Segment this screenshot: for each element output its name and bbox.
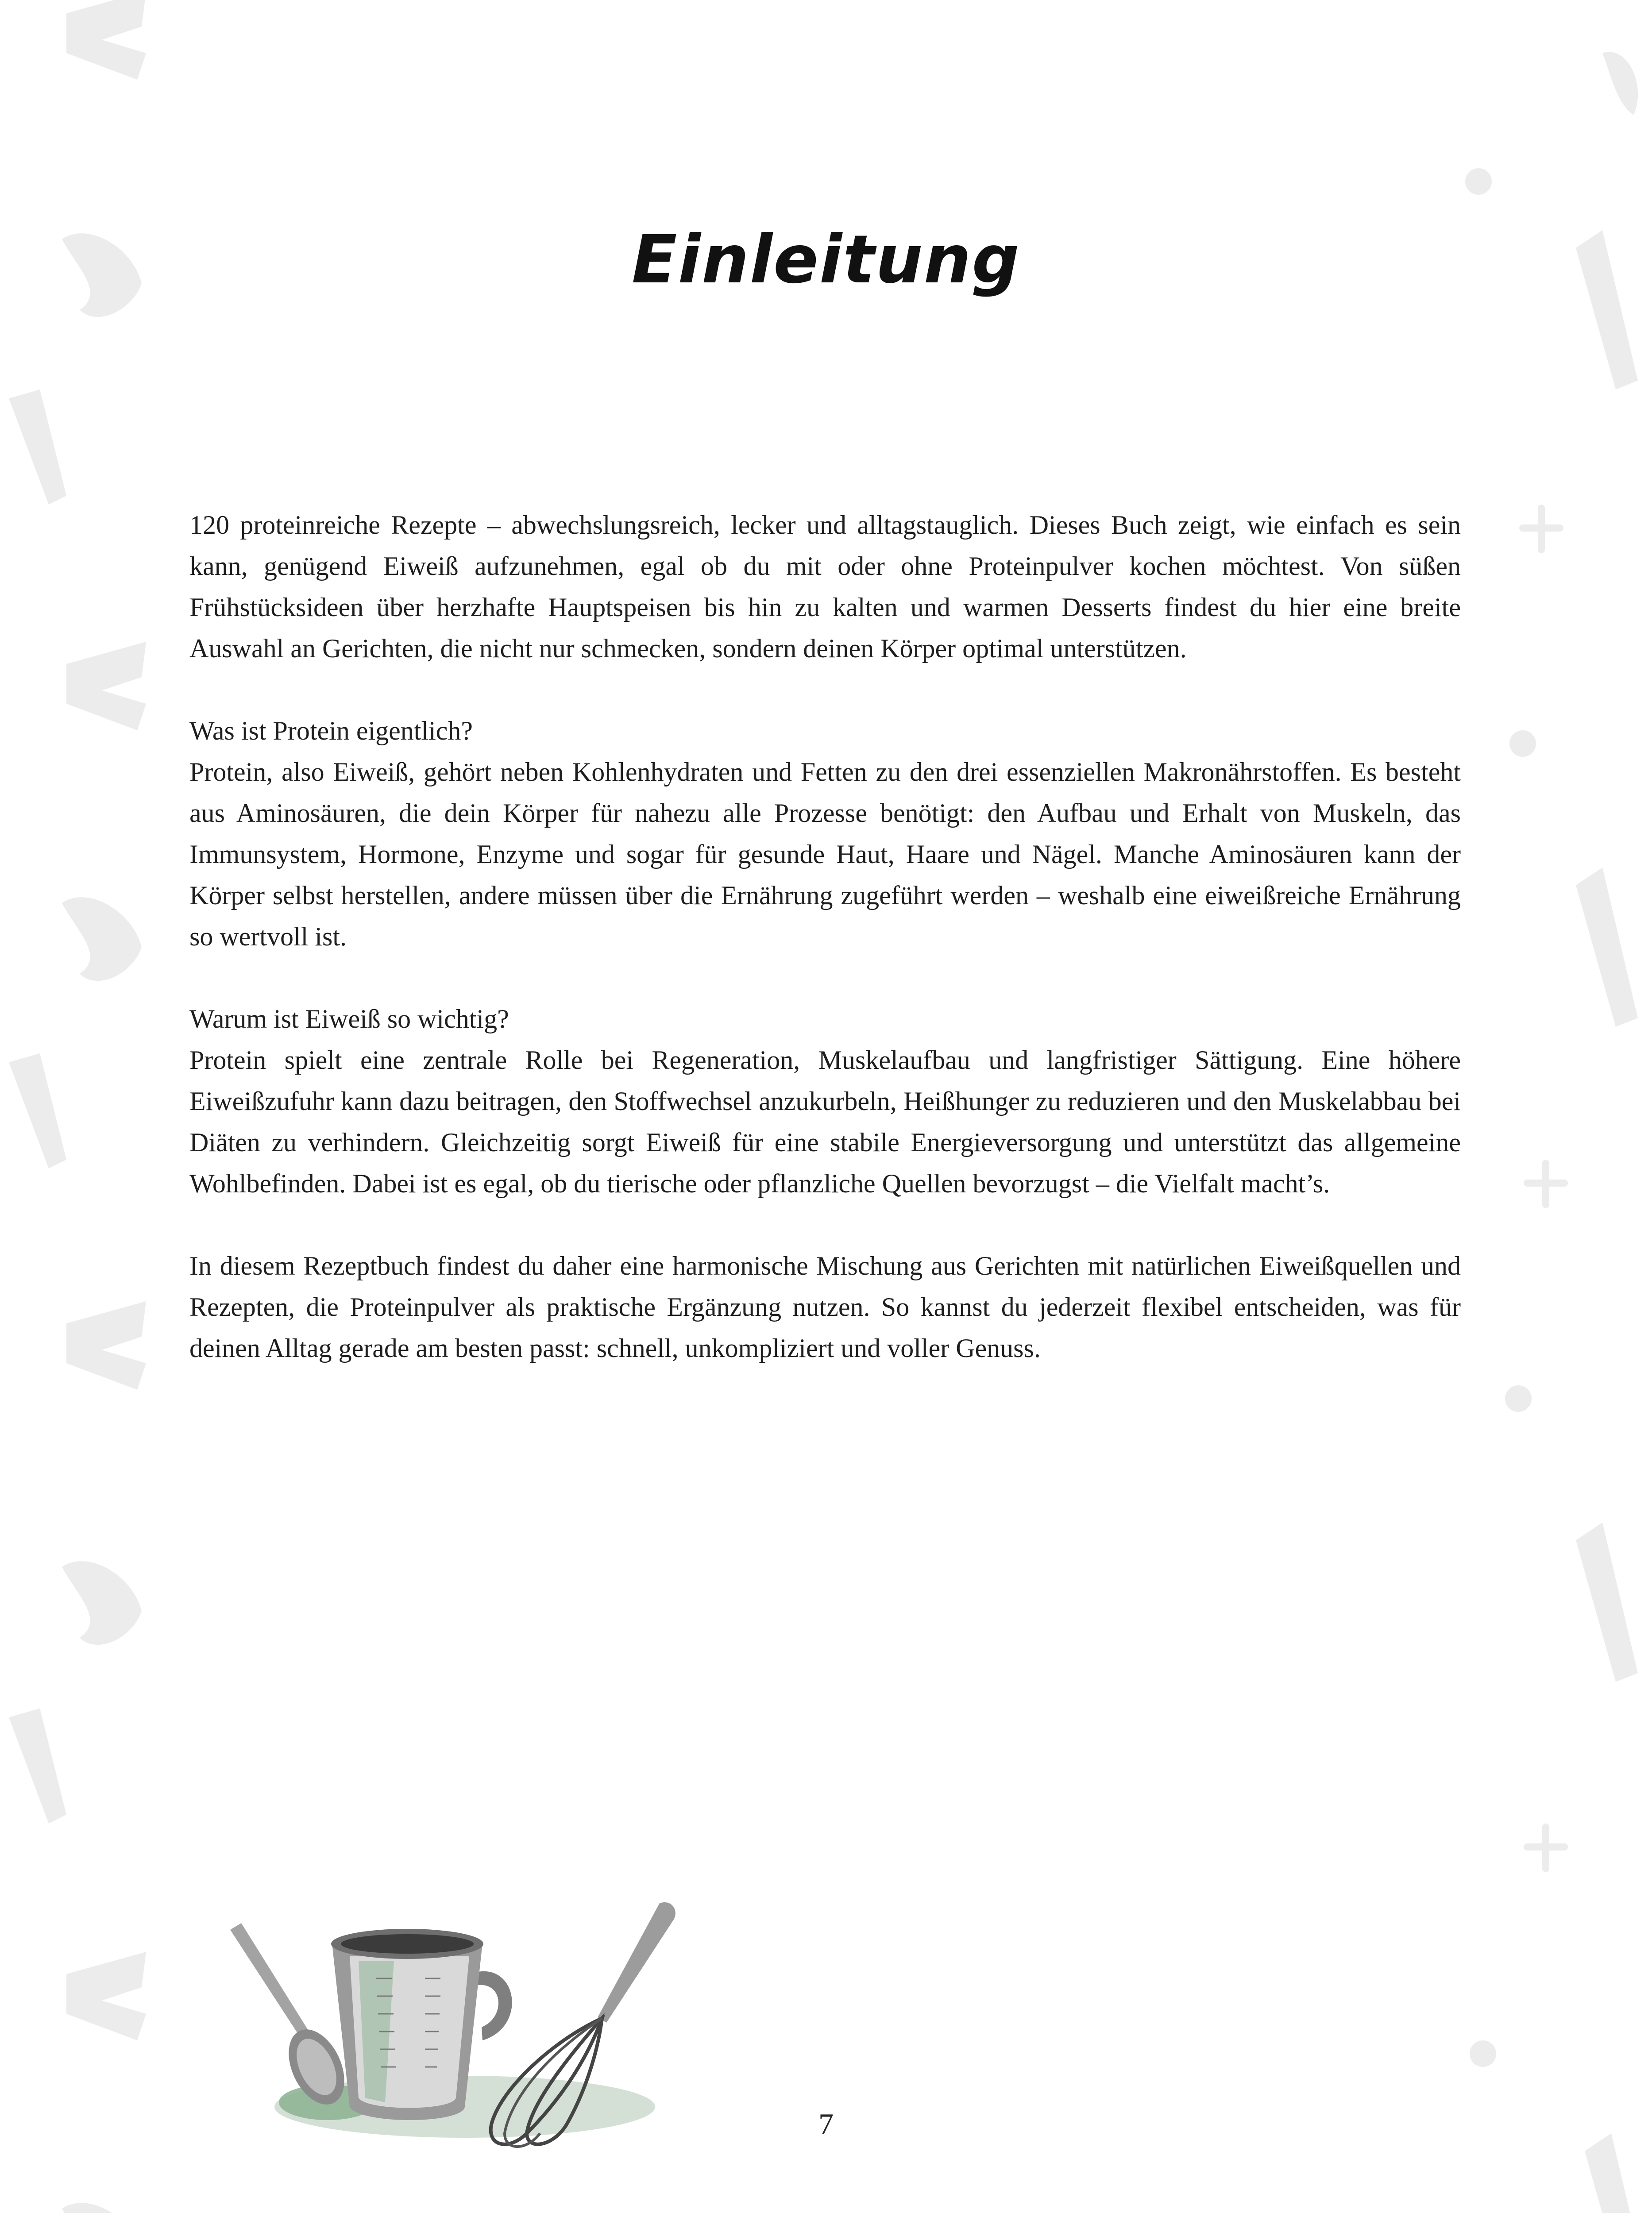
plus-doodle-icon: [1524, 1824, 1568, 1872]
knife-doodle-icon: [9, 389, 66, 505]
section-heading: Was ist Protein eigentlich?: [189, 716, 473, 745]
knife-doodle-icon: [9, 1708, 66, 1824]
section-heading: Warum ist Eiweiß so wichtig?: [189, 1004, 509, 1033]
chevron-doodle-icon: [66, 642, 146, 730]
dot-doodle-icon: [1509, 730, 1536, 757]
chevron-doodle-icon: [66, 0, 146, 80]
section-paragraph: Protein, also Eiweiß, gehört neben Kohlenhydraten und Fetten zu den drei essenziellen Makronährstoffen. Es besteht aus Aminosäuren, die dein Körper für nahezu alle Prozesse benötigt: den Aufbau und Erhalt von Muskeln, das Immunsystem, Hormone, Enzyme und sogar für gesunde Haut, Haare und Nägel. Manche Aminosäuren kann der Körper selbst herstellen, andere müssen über die Ernährung zugeführt werden – weshalb eine eiweißreiche Ernährung so wertvoll ist.: [189, 757, 1461, 951]
chevron-doodle-icon: [66, 1952, 146, 2040]
body-text: [189, 505, 1461, 1410]
spoon-doodle-icon: [1576, 867, 1638, 1027]
utensil-doodle-icon: [62, 2203, 142, 2213]
curve-doodle-icon: [1602, 52, 1638, 115]
plus-doodle-icon: [1519, 505, 1563, 553]
spoon-doodle-icon: [1576, 1523, 1638, 1682]
utensil-doodle-icon: [62, 897, 142, 981]
page-number: 7: [818, 2107, 834, 2141]
section-paragraph: Protein spielt eine zentrale Rolle bei Regeneration, Muskelaufbau und langfristiger Sättigung. Eine höhere Eiweißzufuhr kann dazu beitragen, den Stoffwechsel anzukurbeln, Heißhunger zu reduzieren und den Muskelabbau bei Diäten zu verhindern. Gleichzeitig sorgt Eiweiß für eine stabile Energieversorgung und unterstützt das allgemeine Wohlbefinden. Dabei ist es egal, ob du tierische oder pflanzliche Quellen bevorzugst – die Vielfalt macht’s.: [189, 1045, 1461, 1198]
utensil-doodle-icon: [62, 1561, 142, 1645]
chevron-doodle-icon: [66, 1301, 146, 1390]
page-title: Einleitung: [632, 221, 1020, 298]
plus-doodle-icon: [1524, 1160, 1568, 1208]
closing-paragraph: In diesem Rezeptbuch findest du daher eine harmonische Mischung aus Gerichten mit natürlichen Eiweißquellen und Rezepten, die Proteinpulver als praktische Ergänzung nutzen. So kannst du jederzeit flexibel entscheiden, was für deinen Alltag gerade am besten passt: schnell, unkompliziert und voller Genuss.: [189, 1251, 1461, 1363]
spoon-doodle-icon: [1585, 2133, 1647, 2213]
intro-paragraph: 120 proteinreiche Rezepte – abwechslungsreich, lecker und alltagstauglich. Dieses Buch zeigt, wie einfach es sein kann, genügend Eiweiß aufzunehmen, egal ob du mit oder ohne Proteinpulver kochen möchtest. Von süßen Frühstücksideen über herzhafte Hauptspeisen bis hin zu kalten und warmen Desserts findest du hier eine breite Auswahl an Gerichten, die nicht nur schmecken, sondern deinen Körper optimal unterstützen.: [189, 510, 1461, 663]
dot-doodle-icon: [1470, 2040, 1496, 2067]
dot-doodle-icon: [1505, 1385, 1532, 1412]
knife-doodle-icon: [9, 1053, 66, 1168]
dot-doodle-icon: [1465, 168, 1492, 195]
